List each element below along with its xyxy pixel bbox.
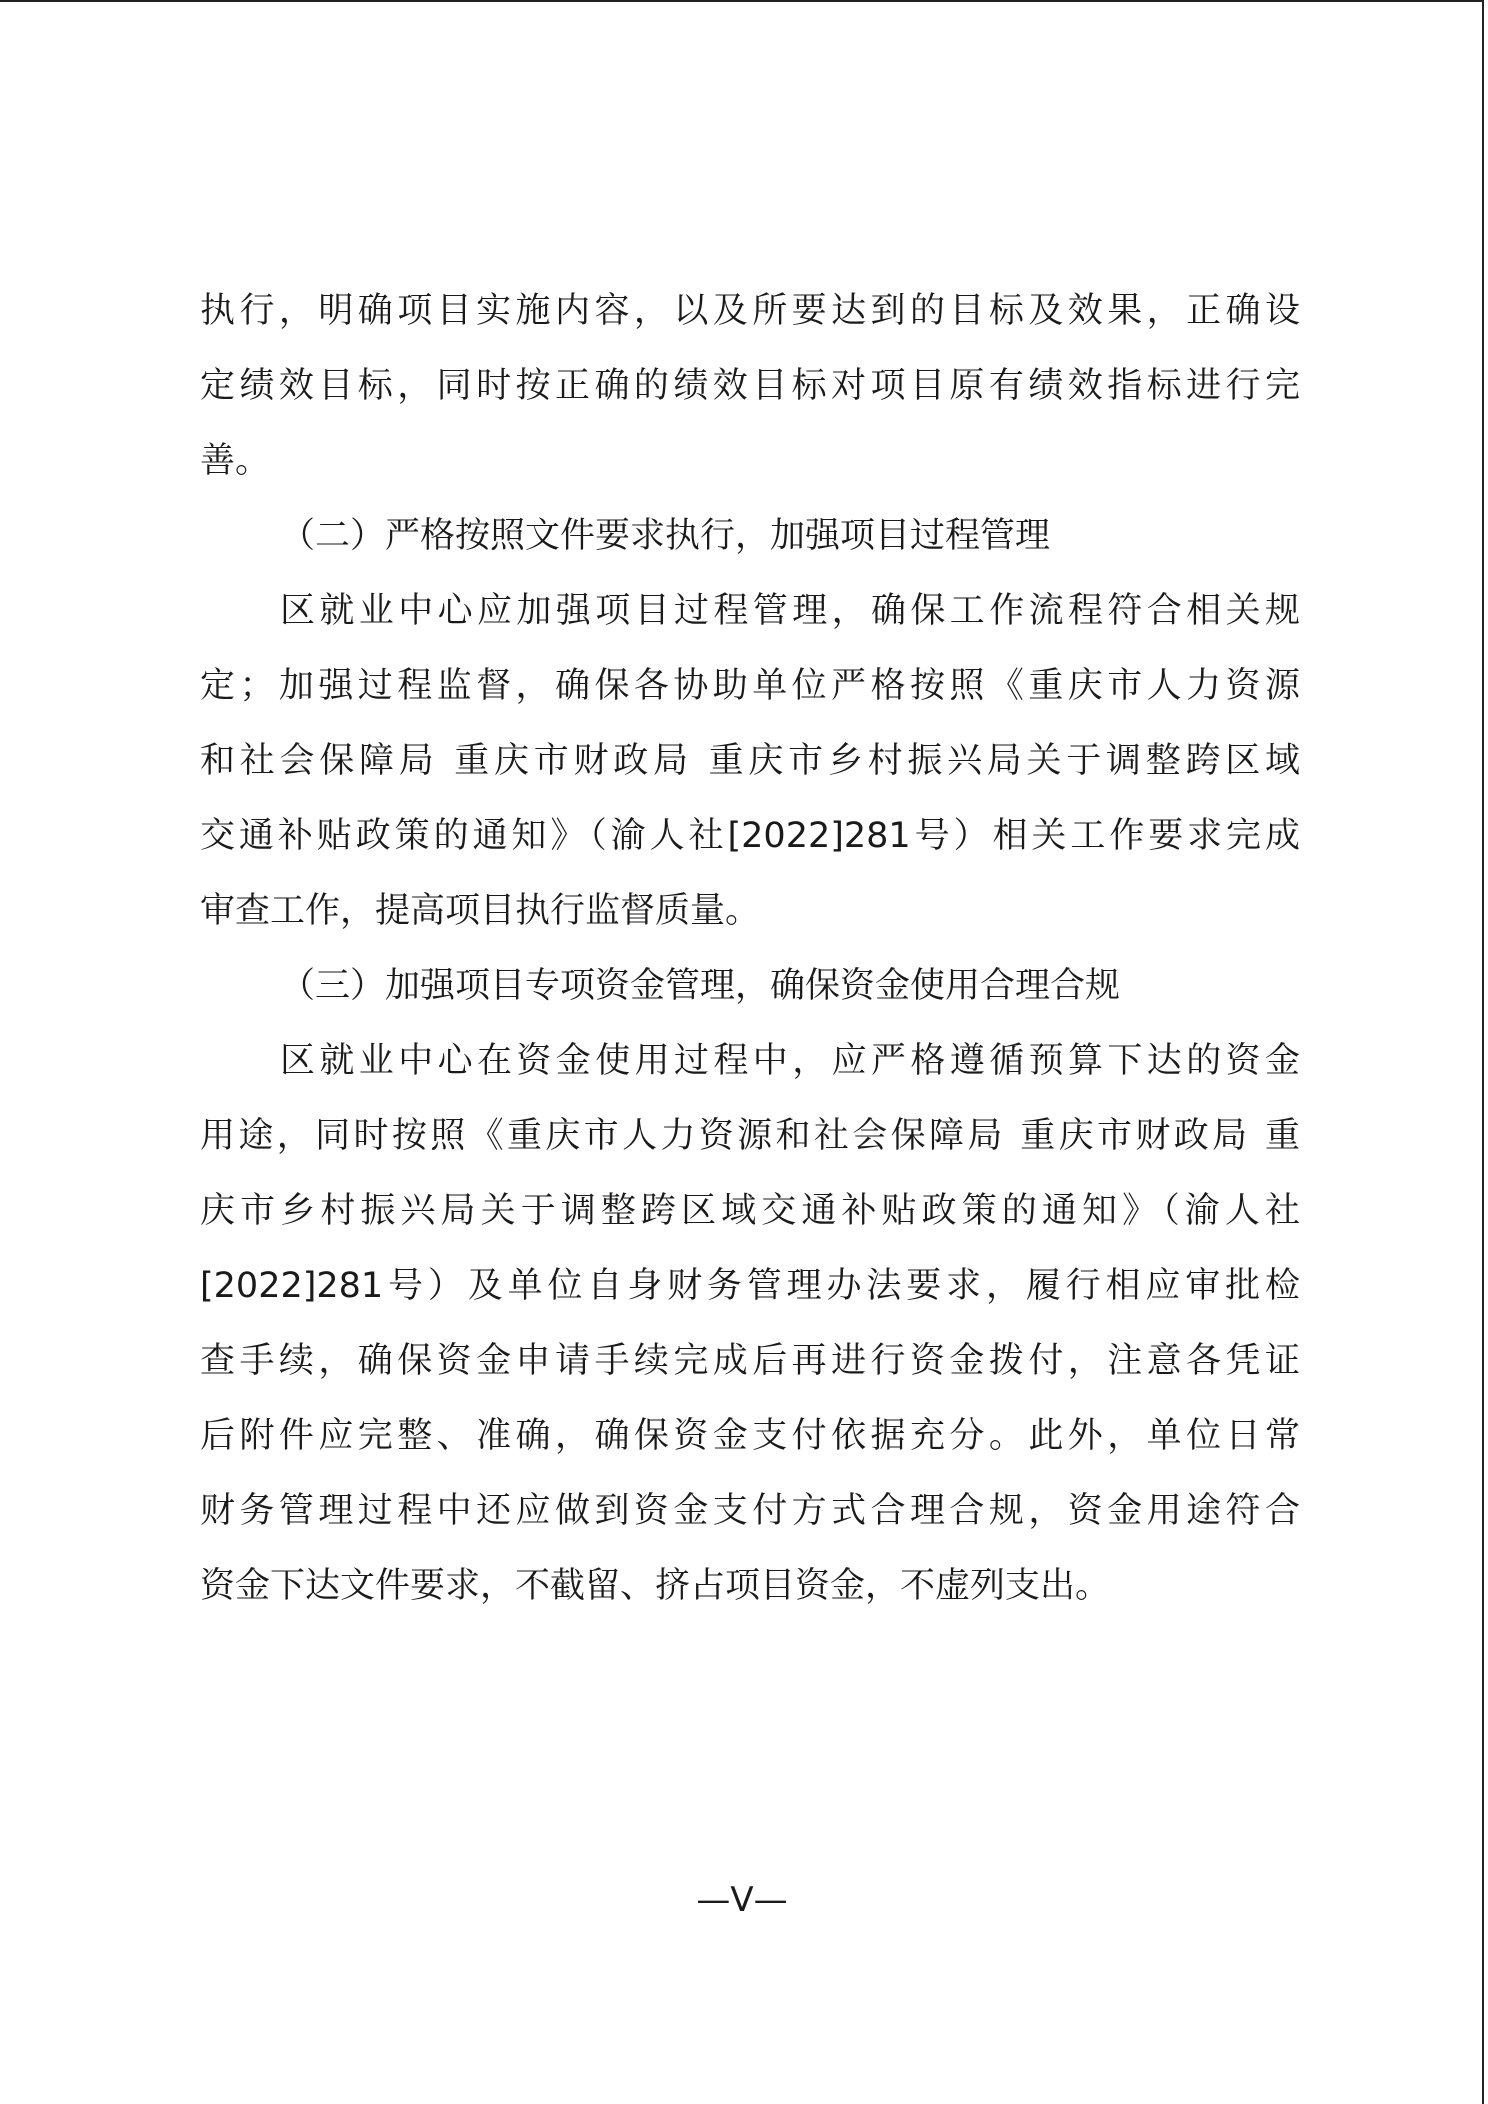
page-number: —V— [696,1880,788,1920]
section-heading: （三）加强项目专项资金管理，确保资金使用合理合规 [280,966,1121,1006]
paragraph-line: 用途，同时按照《重庆市人力资源和社会保障局 重庆市财政局 重 [200,1116,1300,1156]
paragraph-line: [2022]281号）及单位自身财务管理办法要求，履行相应审批检 [200,1266,1300,1306]
paragraph-line: 查手续，确保资金申请手续完成后再进行资金拨付，注意各凭证 [200,1341,1300,1381]
paragraph-line: 庆市乡村振兴局关于调整跨区域交通补贴政策的通知》（渝人社 [200,1191,1300,1231]
paragraph-line: 审查工作，提高项目执行监督质量。 [200,891,761,931]
paragraph-line: 区就业中心在资金使用过程中，应严格遵循预算下达的资金 [280,1041,1300,1081]
paragraph-line: 交通补贴政策的通知》（渝人社[2022]281号）相关工作要求完成 [200,816,1300,856]
paragraph-line: 定；加强过程监督，确保各协助单位严格按照《重庆市人力资源 [200,666,1300,706]
paragraph-line: 区就业中心应加强项目过程管理，确保工作流程符合相关规 [280,591,1300,631]
paragraph-line: 财务管理过程中还应做到资金支付方式合理合规，资金用途符合 [200,1491,1300,1531]
paragraph-line: 善。 [200,441,271,481]
paragraph-line: 和社会保障局 重庆市财政局 重庆市乡村振兴局关于调整跨区域 [200,741,1300,781]
paragraph-line: 执行，明确项目实施内容，以及所要达到的目标及效果，正确设 [200,291,1300,331]
paragraph-line: 后附件应完整、准确，确保资金支付依据充分。此外，单位日常 [200,1416,1300,1456]
paragraph-line: 定绩效目标，同时按正确的绩效目标对项目原有绩效指标进行完 [200,366,1300,406]
paragraph-line: 资金下达文件要求，不截留、挤占项目资金，不虚列支出。 [200,1566,1111,1606]
section-heading: （二）严格按照文件要求执行，加强项目过程管理 [280,516,1051,556]
